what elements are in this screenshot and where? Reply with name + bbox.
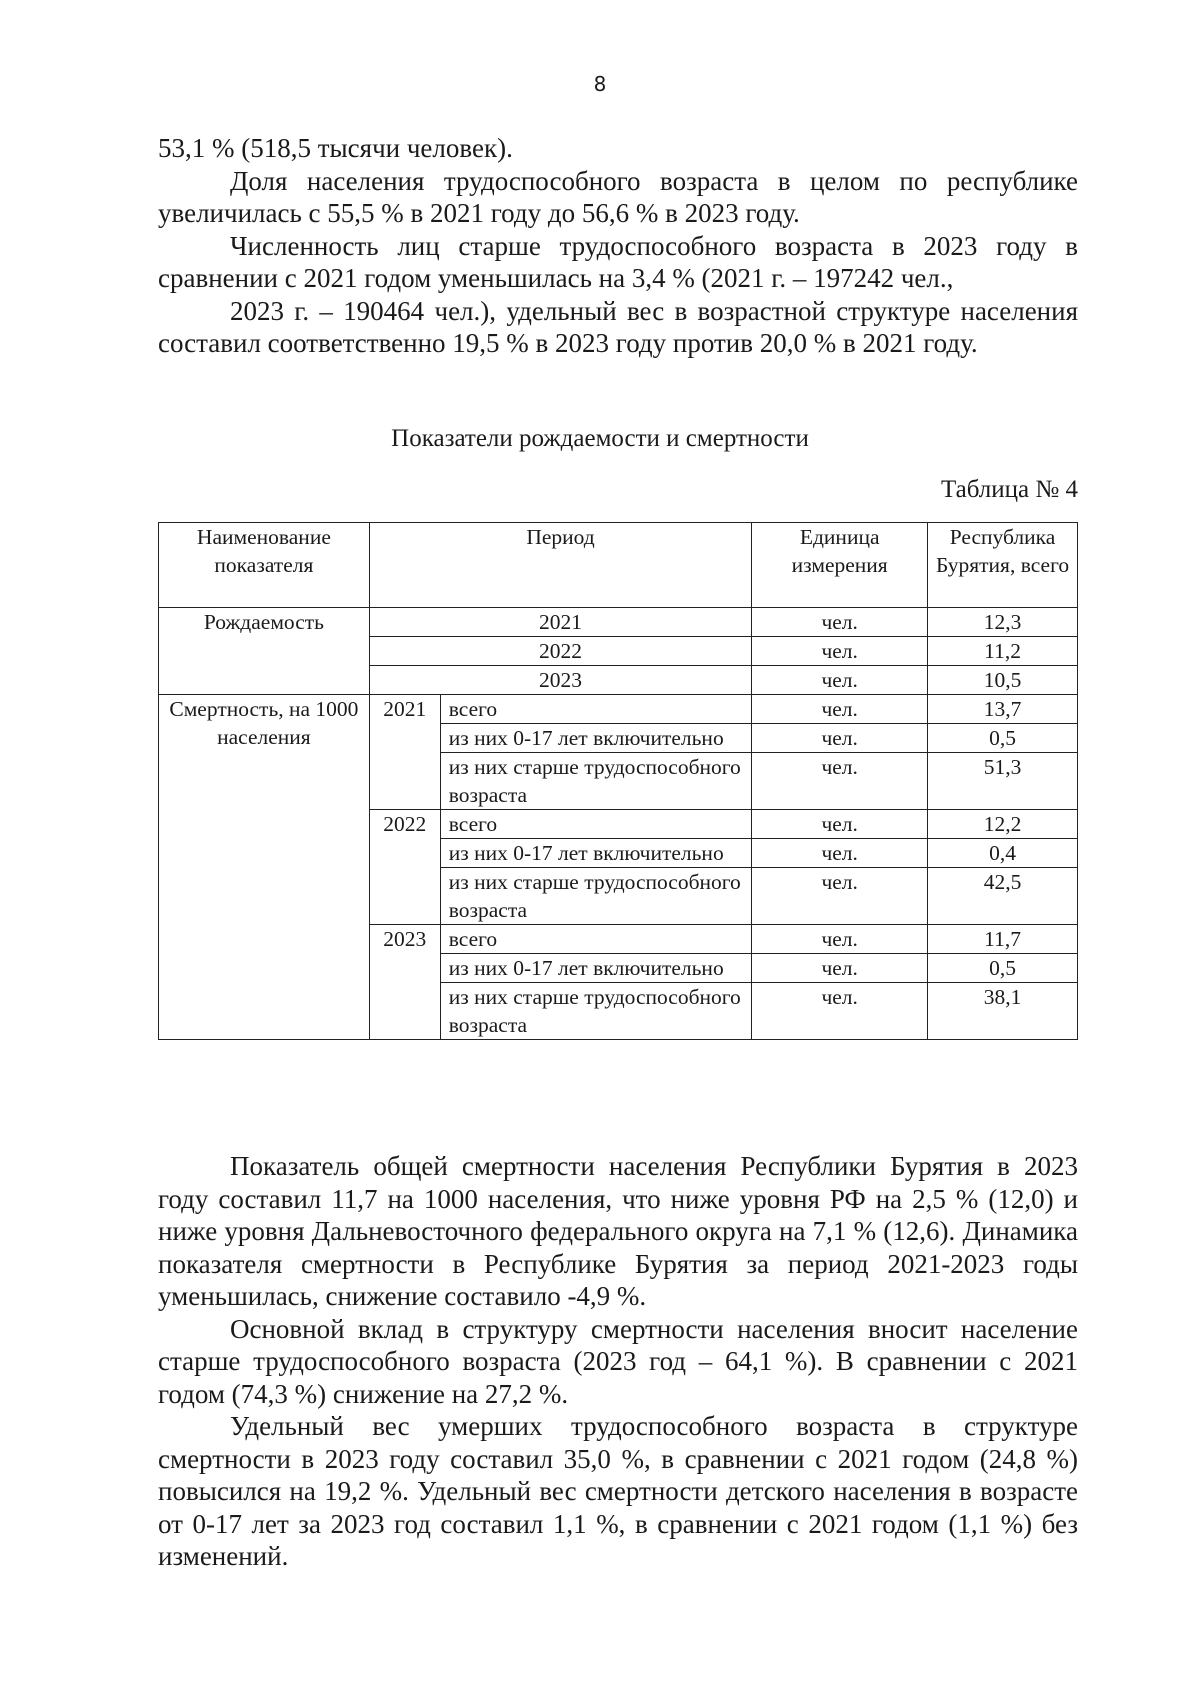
unit-cell: чел.	[752, 925, 928, 954]
value-cell: 0,5	[928, 724, 1078, 753]
sub-indicator: всего	[440, 925, 752, 954]
paragraph: Основной вклад в структуру смертности населения вносит население старше трудоспособного возраста (2023 год – 64,1 %). В сравнении с 2021 годом (74,3 %) снижение на 27,2 %.	[158, 1313, 1078, 1409]
table-header-row	[159, 523, 1078, 608]
value-cell: 51,3	[928, 753, 1078, 810]
value-cell: 11,7	[928, 925, 1078, 954]
value-cell: 13,7	[928, 695, 1078, 724]
unit-cell: чел.	[752, 983, 928, 1040]
unit-cell: чел.	[752, 724, 928, 753]
sub-indicator: всего	[440, 695, 752, 724]
unit-cell: чел.	[752, 666, 928, 695]
unit-cell: чел.	[752, 810, 928, 839]
sub-indicator: из них старше трудоспособного возраста	[440, 868, 752, 925]
table-row	[159, 608, 1078, 637]
value-cell: 12,2	[928, 810, 1078, 839]
unit-cell: чел.	[752, 608, 928, 637]
mortality-year: 2022	[369, 810, 440, 925]
page-number: 8	[593, 72, 607, 96]
value-cell: 42,5	[928, 868, 1078, 925]
sub-indicator: из них 0-17 лет включительно	[440, 954, 752, 983]
header-period: Период	[369, 523, 752, 608]
birth-label: Рождаемость	[159, 608, 370, 695]
mortality-year: 2023	[369, 925, 440, 1040]
value-cell: 38,1	[928, 983, 1078, 1040]
paragraph: 2023 г. – 190464 чел.), удельный вес в возрастной структуре населения составил соответственно 19,5 % в 2023 году против 20,0 % в 2021 году.	[158, 295, 1078, 358]
bottom-text	[158, 1150, 1078, 1573]
paragraph: Доля населения трудоспособного возраста в целом по республике увеличилась с 55,5 % в 2021 году до 56,6 % в 2023 году.	[158, 165, 1078, 228]
sub-indicator: из них 0-17 лет включительно	[440, 724, 752, 753]
value-cell: 0,4	[928, 839, 1078, 868]
sub-indicator: из них 0-17 лет включительно	[440, 839, 752, 868]
paragraph: Удельный вес умерших трудоспособного возраста в структуре смертности в 2023 году составил 35,0 %, в сравнении с 2021 годом (24,8 %) повысился на 19,2 %. Удельный вес смертности детского населения в возрасте от 0-17 лет за 2023 год составил 1,1 %, в сравнении с 2021 годом (1,1 %) без изменений.	[158, 1411, 1078, 1571]
sub-indicator: всего	[440, 810, 752, 839]
unit-cell: чел.	[752, 839, 928, 868]
unit-cell: чел.	[752, 753, 928, 810]
unit-cell: чел.	[752, 695, 928, 724]
birth-year: 2021	[369, 608, 752, 637]
unit-cell: чел.	[752, 954, 928, 983]
value-cell: 11,2	[928, 637, 1078, 666]
table-caption: Показатели рождаемости и смертности	[391, 425, 809, 452]
birth-year: 2022	[369, 637, 752, 666]
paragraph: 53,1 % (518,5 тысячи человек).	[158, 133, 513, 163]
header-value: Республика Бурятия, всего	[928, 523, 1078, 608]
birth-year: 2023	[369, 666, 752, 695]
top-text	[158, 132, 1078, 360]
value-cell: 12,3	[928, 608, 1078, 637]
unit-cell: чел.	[752, 637, 928, 666]
paragraph: Численность лиц старше трудоспособного возраста в 2023 году в сравнении с 2021 годом уменьшилась на 3,4 % (2021 г. – 197242 чел.,	[158, 230, 1078, 293]
unit-cell: чел.	[752, 868, 928, 925]
indicators-table	[158, 522, 1078, 1040]
value-cell: 0,5	[928, 954, 1078, 983]
sub-indicator: из них старше трудоспособного возраста	[440, 753, 752, 810]
value-cell: 10,5	[928, 666, 1078, 695]
header-unit: Единица измерения	[752, 523, 928, 608]
table-row	[159, 695, 1078, 724]
mortality-label: Смертность, на 1000 населения	[159, 695, 370, 1040]
header-indicator: Наименование показателя	[159, 523, 370, 608]
table-number: Таблица № 4	[940, 476, 1078, 503]
paragraph: Показатель общей смертности населения Республики Бурятия в 2023 году составил 11,7 на 1000 населения, что ниже уровня РФ на 2,5 % (12,0) и ниже уровня Дальневосточного федерального округа на 7,1 % (12,6). Динамика показателя смертности в Республике Бурятия за период 2021-2023 годы уменьшилась, снижение составило -4,9 %.	[158, 1151, 1078, 1311]
mortality-year: 2021	[369, 695, 440, 810]
sub-indicator: из них старше трудоспособного возраста	[440, 983, 752, 1040]
